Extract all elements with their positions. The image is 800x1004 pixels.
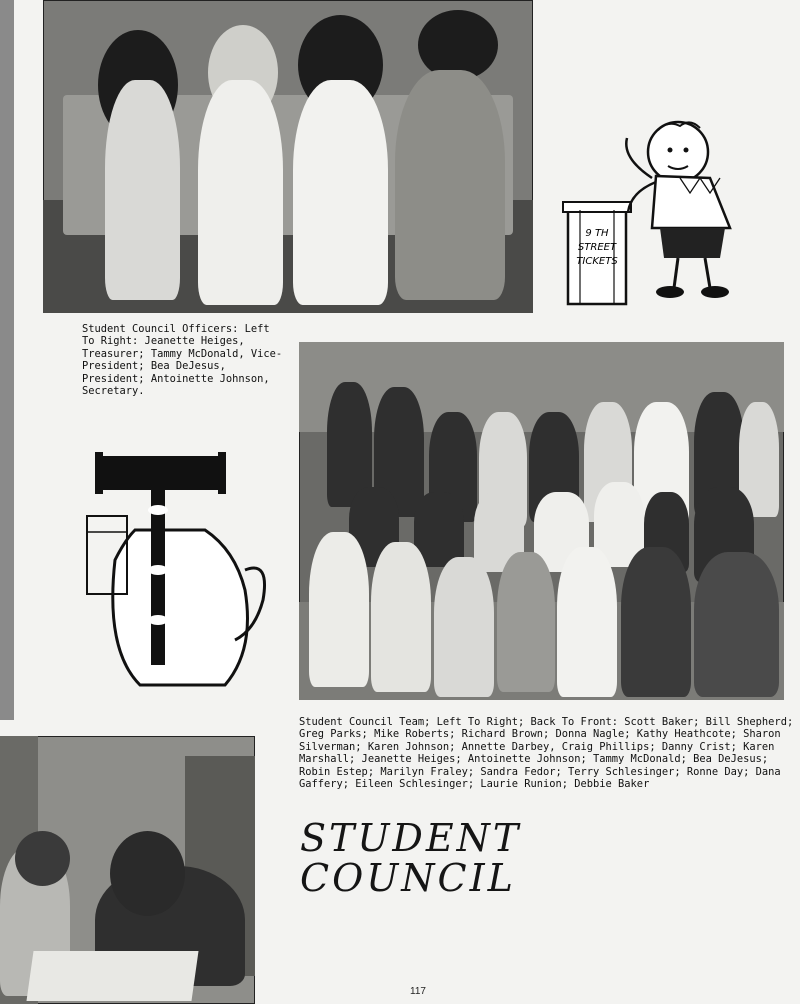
facing-page-edge [0, 0, 14, 720]
page-title-line1: STUDENT [300, 816, 522, 860]
team-caption: Student Council Team; Left To Right; Back To Front: Scott Baker; Bill Shepherd; Greg Parks; Mike Roberts; Richard Brown; Donna Nagle; Kathy Heathcote; Sharon Silverman; Karen Johnson; Annette Darbey, Craig Phillips; Danny Crist; Karen Marshall; Jeanette Heiges; Antoinette Johnson; Tammy McDonald; Bea DeJesus; Robin Estep; Marilyn Fraley; Sandra Fedor; Terry Schlesinger; Ronne Day; Dana Gaffery; Eileen Schlesinger; Laurie Runion; Debbie Baker [299, 716, 800, 791]
gavel-pitcher-illustration [85, 450, 270, 700]
page-title-line2: COUNCIL [300, 856, 516, 900]
page-number: 117 [410, 986, 426, 997]
classroom-photo [0, 736, 255, 1004]
team-photo [299, 342, 784, 700]
box-text-line3: TICKETS [576, 256, 618, 267]
officers-photo [43, 0, 533, 313]
box-text-line1: 9 TH [585, 228, 609, 239]
box-text-line2: STREET [577, 242, 617, 253]
ticket-box-cartoon [560, 118, 785, 318]
officers-caption: Student Council Officers: Left To Right: Jeanette Heiges, Treasurer; Tammy McDonald, Vice-President; Bea DeJesus, President; Antoinette Johnson, Secretary. [82, 323, 283, 398]
